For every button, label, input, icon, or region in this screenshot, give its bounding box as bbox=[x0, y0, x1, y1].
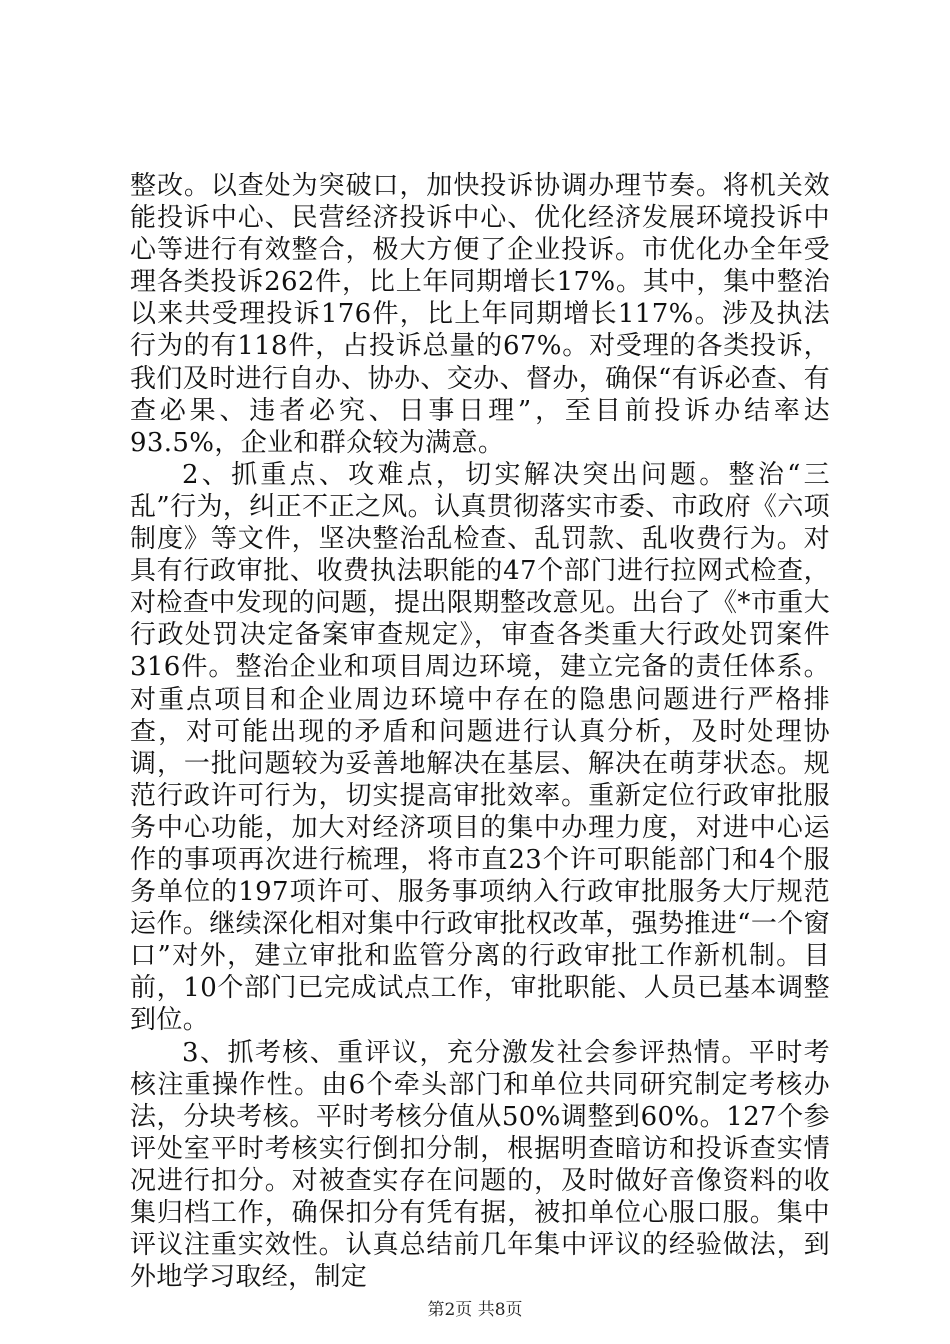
page-footer bbox=[0, 1300, 950, 1320]
paragraph-2: 2、抓重点、攻难点，切实解决突出问题。整治“三乱”行为，纠正不正之风。认真贯彻落实市委、市政府《六项制度》等文件，坚决整治乱检查、乱罚款、乱收费行为。对具有行政审批、收费执法职能的47个部门进行拉网式检查，对检查中发现的问题，提出限期整改意见。出台了《*市重大行政处罚决定备案审查规定》，审查各类重大行政处罚案件316件。整治企业和项目周边环境，建立完备的责任体系。对重点项目和企业周边环境中存在的隐患问题进行严格排查，对可能出现的矛盾和问题进行认真分析，及时处理协调，一批问题较为妥善地解决在基层、解决在萌芽状态。规范行政许可行为，切实提高审批效率。重新定位行政审批服务中心功能，加大对经济项目的集中办理力度，对进中心运作的事项再次进行梳理，将市直23个许可职能部门和4个服务单位的197项许可、服务事项纳入行政审批服务大厅规范运作。继续深化相对集中行政审批权改革，强势推进“一个窗口”对外，建立审批和监管分离的行政审批工作新机制。目前，10个部门已完成试点工作，审批职能、人员已基本调整到位。 bbox=[130, 459, 830, 1036]
page-number-label: 第2页 共8页 bbox=[427, 1300, 523, 1320]
paragraph-1: 整改。以查处为突破口，加快投诉协调办理节奏。将机关效能投诉中心、民营经济投诉中心、优化经济发展环境投诉中心等进行有效整合，极大方便了企业投诉。市优化办全年受理各类投诉262件，比上年同期增长17%。其中，集中整治以来共受理投诉176件，比上年同期增长117%。涉及执法行为的有118件，占投诉总量的67%。对受理的各类投诉，我们及时进行自办、协办、交办、督办，确保“有诉必查、有查必果、违者必究、日事日理”，至目前投诉办结率达93.5%，企业和群众较为满意。 bbox=[130, 171, 830, 458]
paragraph-3: 3、抓考核、重评议，充分激发社会参评热情。平时考核注重操作性。由6个牵头部门和单位共同研究制定考核办法，分块考核。平时考核分值从50%调整到60%。127个参评处室平时考核实行倒扣分制，根据明查暗访和投诉查实情况进行扣分。对被查实存在问题的，及时做好音像资料的收集归档工作，确保扣分有凭有据，被扣单位心服口服。集中评议注重实效性。认真总结前几年集中评议的经验做法，到外地学习取经，制定 bbox=[130, 1037, 830, 1293]
body-text bbox=[130, 170, 830, 1293]
